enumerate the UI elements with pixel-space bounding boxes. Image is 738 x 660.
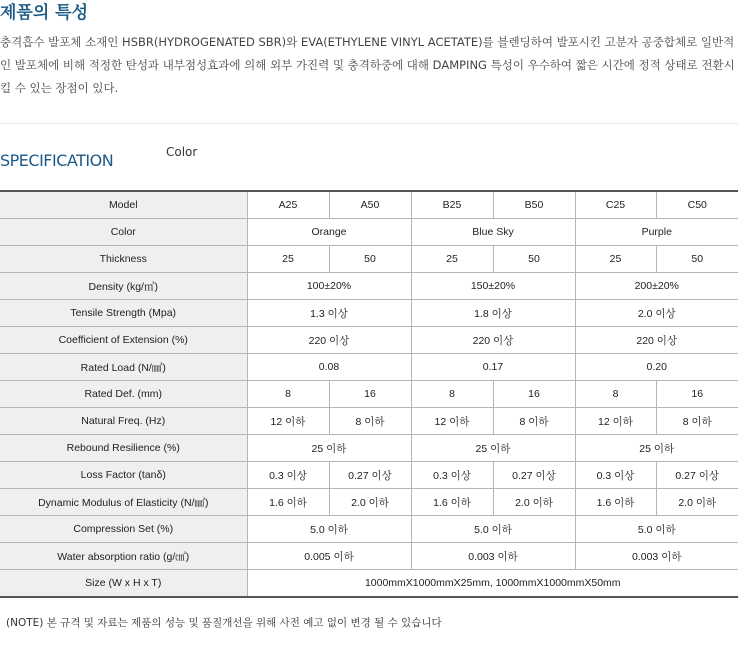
table-cell: 8 <box>411 381 493 408</box>
table-row <box>0 191 738 219</box>
row-label: Compression Set (%) <box>0 516 247 543</box>
table-cell: 16 <box>329 381 411 408</box>
row-label: Loss Factor (tanδ) <box>0 462 247 489</box>
row-label: Color <box>0 219 247 246</box>
table-row <box>0 327 738 354</box>
table-cell: 5.0 이하 <box>411 516 575 543</box>
table-cell: 200±20% <box>575 273 738 300</box>
row-label: Density (kg/㎥) <box>0 273 247 300</box>
table-row <box>0 300 738 327</box>
page-title: 제품의 특성 <box>0 3 89 23</box>
table-cell: 8 이하 <box>656 408 738 435</box>
table-cell: 2.0 이하 <box>656 489 738 516</box>
table-cell: 1.6 이하 <box>411 489 493 516</box>
table-row <box>0 246 738 273</box>
table-cell: 1.3 이상 <box>247 300 411 327</box>
table-row <box>0 462 738 489</box>
table-cell: C50 <box>656 191 738 219</box>
table-cell: 0.20 <box>575 354 738 381</box>
table-row <box>0 219 738 246</box>
table-cell: 0.27 이상 <box>656 462 738 489</box>
table-row <box>0 516 738 543</box>
table-cell: 12 이하 <box>411 408 493 435</box>
table-row <box>0 489 738 516</box>
row-label: Rebound Resilience (%) <box>0 435 247 462</box>
row-label: Model <box>0 191 247 219</box>
table-cell: 100±20% <box>247 273 411 300</box>
table-cell: 220 이상 <box>575 327 738 354</box>
table-cell: 1.8 이상 <box>411 300 575 327</box>
table-row <box>0 435 738 462</box>
table-cell: 2.0 이상 <box>575 300 738 327</box>
table-row <box>0 273 738 300</box>
table-cell: 8 이하 <box>493 408 575 435</box>
row-label: Size (W x H x T) <box>0 570 247 598</box>
table-cell: 220 이상 <box>247 327 411 354</box>
table-cell: 0.003 이하 <box>411 543 575 570</box>
table-cell: 150±20% <box>411 273 575 300</box>
table-cell: B50 <box>493 191 575 219</box>
specification-heading: SPECIFICATION <box>0 151 114 170</box>
table-cell: C25 <box>575 191 656 219</box>
table-cell: 220 이상 <box>411 327 575 354</box>
table-cell: 8 <box>247 381 329 408</box>
table-cell: 0.17 <box>411 354 575 381</box>
table-cell: 1.6 이하 <box>575 489 656 516</box>
table-cell: Orange <box>247 219 411 246</box>
color-label: Color <box>166 145 198 159</box>
table-cell: 0.3 이상 <box>411 462 493 489</box>
table-row <box>0 408 738 435</box>
product-description: 충격흡수 발포체 소재인 HSBR(HYDROGENATED SBR)와 EVA(ETHYLENE VINYL ACETATE)를 블렌딩하여 발포시킨 고분자 공중합체로 일반적인 발포체에 비해 적정한 탄성과 내부점성효과에 의해 외부 가진력 및 충격하중에 대해 DAMPING 특성이 우수하여 짧은 시간에 정적 상태로 전환시킬 수 있는 장점이 있다. <box>0 35 735 95</box>
table-row <box>0 543 738 570</box>
table-cell: 0.005 이하 <box>247 543 411 570</box>
row-label: Rated Def. (mm) <box>0 381 247 408</box>
section-divider <box>0 123 738 124</box>
table-cell: 50 <box>656 246 738 273</box>
row-label: Dynamic Modulus of Elasticity (N/㎟) <box>0 489 247 516</box>
row-label: Coefficient of Extension (%) <box>0 327 247 354</box>
table-cell: 12 이하 <box>575 408 656 435</box>
table-cell: 16 <box>656 381 738 408</box>
table-cell: 5.0 이하 <box>575 516 738 543</box>
table-cell: 8 <box>575 381 656 408</box>
table-cell: 1.6 이하 <box>247 489 329 516</box>
disclaimer-note: (NOTE) 본 규격 및 자료는 제품의 성능 및 품질개선을 위해 사전 예고 없이 변경 될 수 있습니다 <box>6 617 442 629</box>
table-cell: 0.3 이상 <box>575 462 656 489</box>
table-cell: 0.27 이상 <box>493 462 575 489</box>
table-cell: A50 <box>329 191 411 219</box>
table-cell: 5.0 이하 <box>247 516 411 543</box>
table-cell: 1000mmX1000mmX25mm, 1000mmX1000mmX50mm <box>247 570 738 598</box>
table-cell: A25 <box>247 191 329 219</box>
table-cell: 12 이하 <box>247 408 329 435</box>
table-cell: 25 <box>411 246 493 273</box>
table-cell: 0.003 이하 <box>575 543 738 570</box>
table-cell: 25 <box>247 246 329 273</box>
specification-table <box>0 190 738 598</box>
table-cell: 2.0 이하 <box>493 489 575 516</box>
row-label: Tensile Strength (Mpa) <box>0 300 247 327</box>
table-cell: 25 이하 <box>575 435 738 462</box>
table-row <box>0 354 738 381</box>
row-label: Water absorption ratio (g/㎠) <box>0 543 247 570</box>
table-row <box>0 570 738 598</box>
row-label: Thickness <box>0 246 247 273</box>
table-cell: Blue Sky <box>411 219 575 246</box>
table-row <box>0 381 738 408</box>
table-cell: 2.0 이하 <box>329 489 411 516</box>
row-label: Rated Load (N/㎟) <box>0 354 247 381</box>
table-cell: Purple <box>575 219 738 246</box>
table-cell: 0.3 이상 <box>247 462 329 489</box>
table-cell: B25 <box>411 191 493 219</box>
table-cell: 50 <box>329 246 411 273</box>
table-cell: 16 <box>493 381 575 408</box>
table-cell: 0.08 <box>247 354 411 381</box>
table-cell: 50 <box>493 246 575 273</box>
table-cell: 0.27 이상 <box>329 462 411 489</box>
row-label: Natural Freq. (Hz) <box>0 408 247 435</box>
table-cell: 25 이하 <box>247 435 411 462</box>
table-cell: 8 이하 <box>329 408 411 435</box>
table-cell: 25 <box>575 246 656 273</box>
table-cell: 25 이하 <box>411 435 575 462</box>
